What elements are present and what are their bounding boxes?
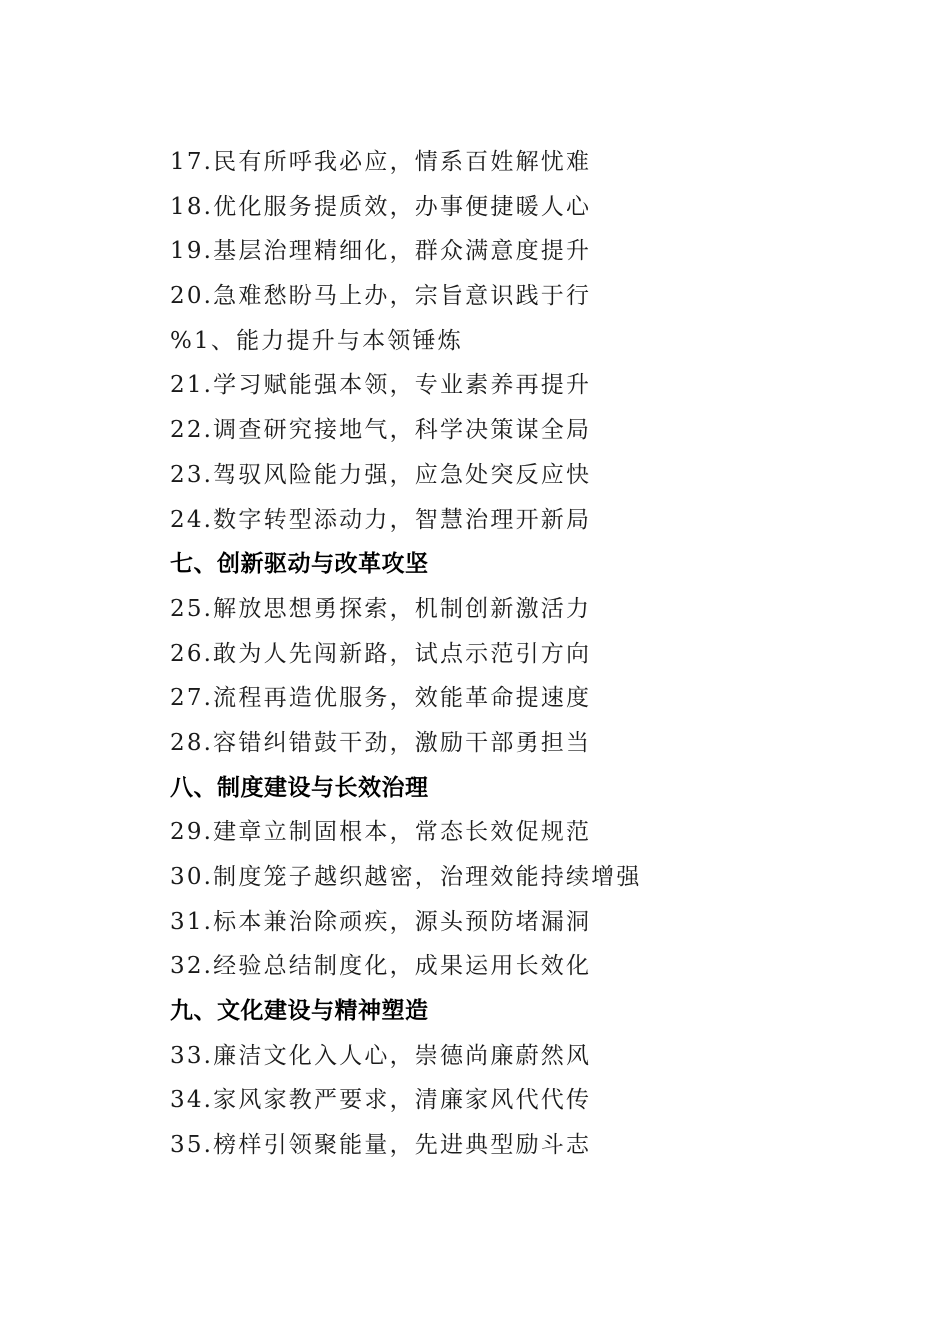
list-item: 31.标本兼治除顽疾，源头预防堵漏洞	[170, 908, 592, 935]
list-item: 21.学习赋能强本领，专业素养再提升	[170, 372, 592, 399]
list-item: 33.廉洁文化入人心，崇德尚廉蔚然风	[170, 1042, 592, 1069]
section-label: %1、能力提升与本领锤炼	[170, 327, 463, 354]
section-heading: 九、文化建设与精神塑造	[170, 998, 429, 1025]
list-item: 18.优化服务提质效，办事便捷暖人心	[170, 193, 592, 220]
list-item: 26.敢为人先闯新路，试点示范引方向	[170, 640, 592, 667]
list-item: 24.数字转型添动力，智慧治理开新局	[170, 506, 592, 533]
list-item: 34.家风家教严要求，清廉家风代代传	[170, 1087, 592, 1114]
list-item: 30.制度笼子越织越密，治理效能持续增强	[170, 864, 642, 890]
list-item: 28.容错纠错鼓干劲，激励干部勇担当	[170, 729, 592, 756]
list-item: 32.经验总结制度化，成果运用长效化	[170, 953, 592, 980]
list-item: 20.急难愁盼马上办，宗旨意识践于行	[170, 283, 592, 310]
list-item: 25.解放思想勇探索，机制创新激活力	[170, 595, 592, 622]
document-page	[170, 140, 890, 1168]
list-item: 17.民有所呼我必应，情系百姓解忧难	[170, 149, 592, 175]
list-item: 19.基层治理精细化，群众满意度提升	[170, 238, 592, 265]
list-item: 23.驾驭风险能力强，应急处突反应快	[170, 461, 592, 488]
list-item: 35.榜样引领聚能量，先进典型励斗志	[170, 1132, 592, 1159]
list-item: 29.建章立制固根本，常态长效促规范	[170, 819, 592, 846]
section-heading: 七、创新驱动与改革攻坚	[170, 551, 429, 578]
section-heading: 八、制度建设与长效治理	[170, 774, 429, 801]
list-item: 27.流程再造优服务，效能革命提速度	[170, 685, 592, 712]
list-item: 22.调查研究接地气，科学决策谋全局	[170, 417, 592, 444]
